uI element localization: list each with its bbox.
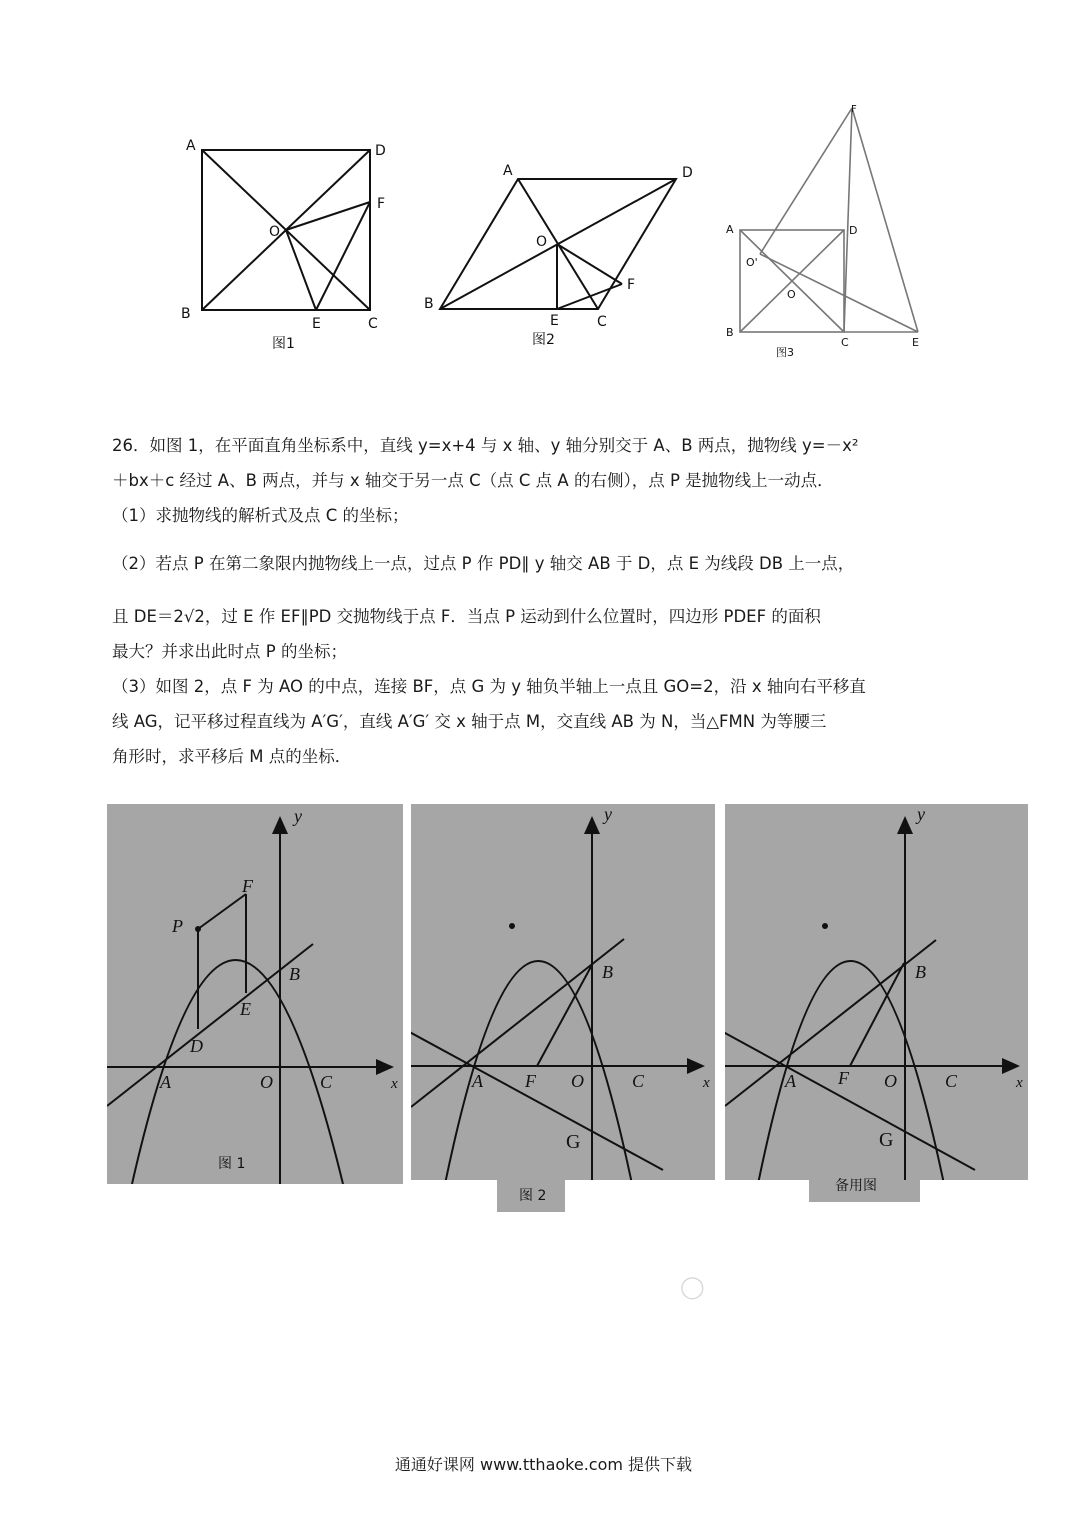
fig2-label-o: O	[536, 234, 548, 250]
g1-label-b: B	[289, 964, 300, 984]
graph-3-spare	[705, 804, 1028, 1202]
fig2-label-b: B	[424, 296, 434, 312]
fig3-label-a: A	[726, 223, 734, 236]
fig2-label-c: C	[597, 314, 607, 330]
coordinate-graphs	[0, 800, 1087, 1240]
fig2-label-a: A	[503, 163, 513, 179]
g1-label-c: C	[320, 1072, 333, 1092]
g1-label-a: A	[160, 1072, 171, 1092]
fig3-label-c: C	[841, 336, 849, 349]
figure-3	[740, 108, 918, 332]
fig3-label-f: F	[851, 104, 857, 115]
watermark-mark: ◯	[680, 1275, 705, 1300]
g3-label-b: B	[915, 962, 926, 982]
fig1-label-o: O	[269, 224, 281, 240]
g1-caption: 图 1	[218, 1156, 246, 1172]
fig1-label-f: F	[377, 196, 386, 212]
fig2-label-d: D	[682, 165, 693, 181]
fig1-label-a: A	[186, 138, 196, 154]
g2-caption: 图 2	[519, 1188, 547, 1204]
figure-2-parallelogram	[440, 179, 676, 309]
g3-label-a: A	[785, 1071, 796, 1091]
g3-label-f: F	[838, 1068, 849, 1088]
g2-label-a: A	[472, 1071, 483, 1091]
fig1-label-b: B	[181, 306, 191, 322]
g1-label-d: D	[190, 1036, 203, 1056]
question-3-part-c: 角形时，求平移后 M 点的坐标．	[112, 747, 352, 766]
fig1-caption: 图1	[272, 336, 295, 352]
g2-label-b: B	[602, 962, 613, 982]
g3-caption: 备用图	[835, 1178, 877, 1194]
question-2-part-c: 最大？并求出此时点 P 的坐标；	[112, 642, 347, 661]
fig3-label-e: E	[912, 336, 919, 349]
question-3-part-a: （3）如图 2，点 F 为 AO 的中点，连接 BF，点 G 为 y 轴负半轴上一点且 GO=2，沿 x 轴向右平移直	[112, 677, 866, 696]
g1-label-f: F	[242, 876, 253, 896]
fig1-label-e: E	[312, 316, 321, 332]
question-1: （1）求抛物线的解析式及点 C 的坐标；	[112, 506, 409, 525]
fig3-label-b: B	[726, 326, 734, 339]
g3-label-x: x	[1016, 1075, 1023, 1091]
g3-label-y: y	[917, 804, 925, 824]
g1-label-x: x	[391, 1076, 398, 1092]
g2-label-g: G	[566, 1131, 581, 1153]
question-2-part-a: （2）若点 P 在第二象限内抛物线上一点，过点 P 作 PD∥ y 轴交 AB 于 D，点 E 为线段 DB 上一点，	[112, 554, 855, 573]
fig1-label-c: C	[368, 316, 378, 332]
fig2-caption: 图2	[532, 332, 555, 348]
problem-line-1: 26．如图 1，在平面直角坐标系中，直线 y=x+4 与 x 轴、y 轴分别交于 A、B 两点，抛物线 y=－x²	[112, 436, 859, 455]
figure-1-square	[202, 150, 370, 310]
g2-label-x: x	[703, 1075, 710, 1091]
g2-label-c: C	[632, 1071, 645, 1091]
g1-label-o: O	[260, 1072, 273, 1092]
g3-label-o: O	[884, 1071, 897, 1091]
g1-label-e: E	[240, 999, 251, 1019]
fig2-label-f: F	[627, 277, 636, 293]
fig3-label-d: D	[849, 224, 858, 237]
fig3-label-o: O	[787, 288, 796, 301]
g2-label-f: F	[525, 1071, 536, 1091]
g3-label-g: G	[879, 1129, 894, 1151]
g3-label-c: C	[945, 1071, 958, 1091]
fig2-label-e: E	[550, 313, 559, 329]
g1-label-p: P	[172, 916, 183, 936]
question-2-part-b: 且 DE＝2√2，过 E 作 EF∥PD 交抛物线于点 F．当点 P 运动到什么位置时，四边形 PDEF 的面积	[112, 607, 821, 626]
problem-26	[112, 428, 1057, 774]
fig1-label-d: D	[375, 143, 386, 159]
graph-2	[393, 804, 715, 1212]
g2-label-o: O	[571, 1071, 584, 1091]
footer-credit: 通通好课网 www.tthaoke.com 提供下载	[394, 1455, 693, 1474]
fig3-label-o-prime: O'	[746, 256, 758, 269]
fig3-caption: 图3	[776, 346, 794, 359]
graph-1	[107, 804, 403, 1184]
top-figures	[0, 0, 1087, 380]
question-3-part-b: 线 AG，记平移过程直线为 A′G′，直线 A′G′ 交 x 轴于点 M，交直线 AB 为 N，当△FMN 为等腰三	[112, 712, 827, 731]
g2-label-y: y	[604, 804, 612, 824]
g1-label-y: y	[294, 806, 302, 826]
problem-line-2: ＋bx＋c 经过 A、B 两点，并与 x 轴交于另一点 C（点 C 点 A 的右侧），点 P 是抛物线上一动点．	[112, 471, 834, 490]
